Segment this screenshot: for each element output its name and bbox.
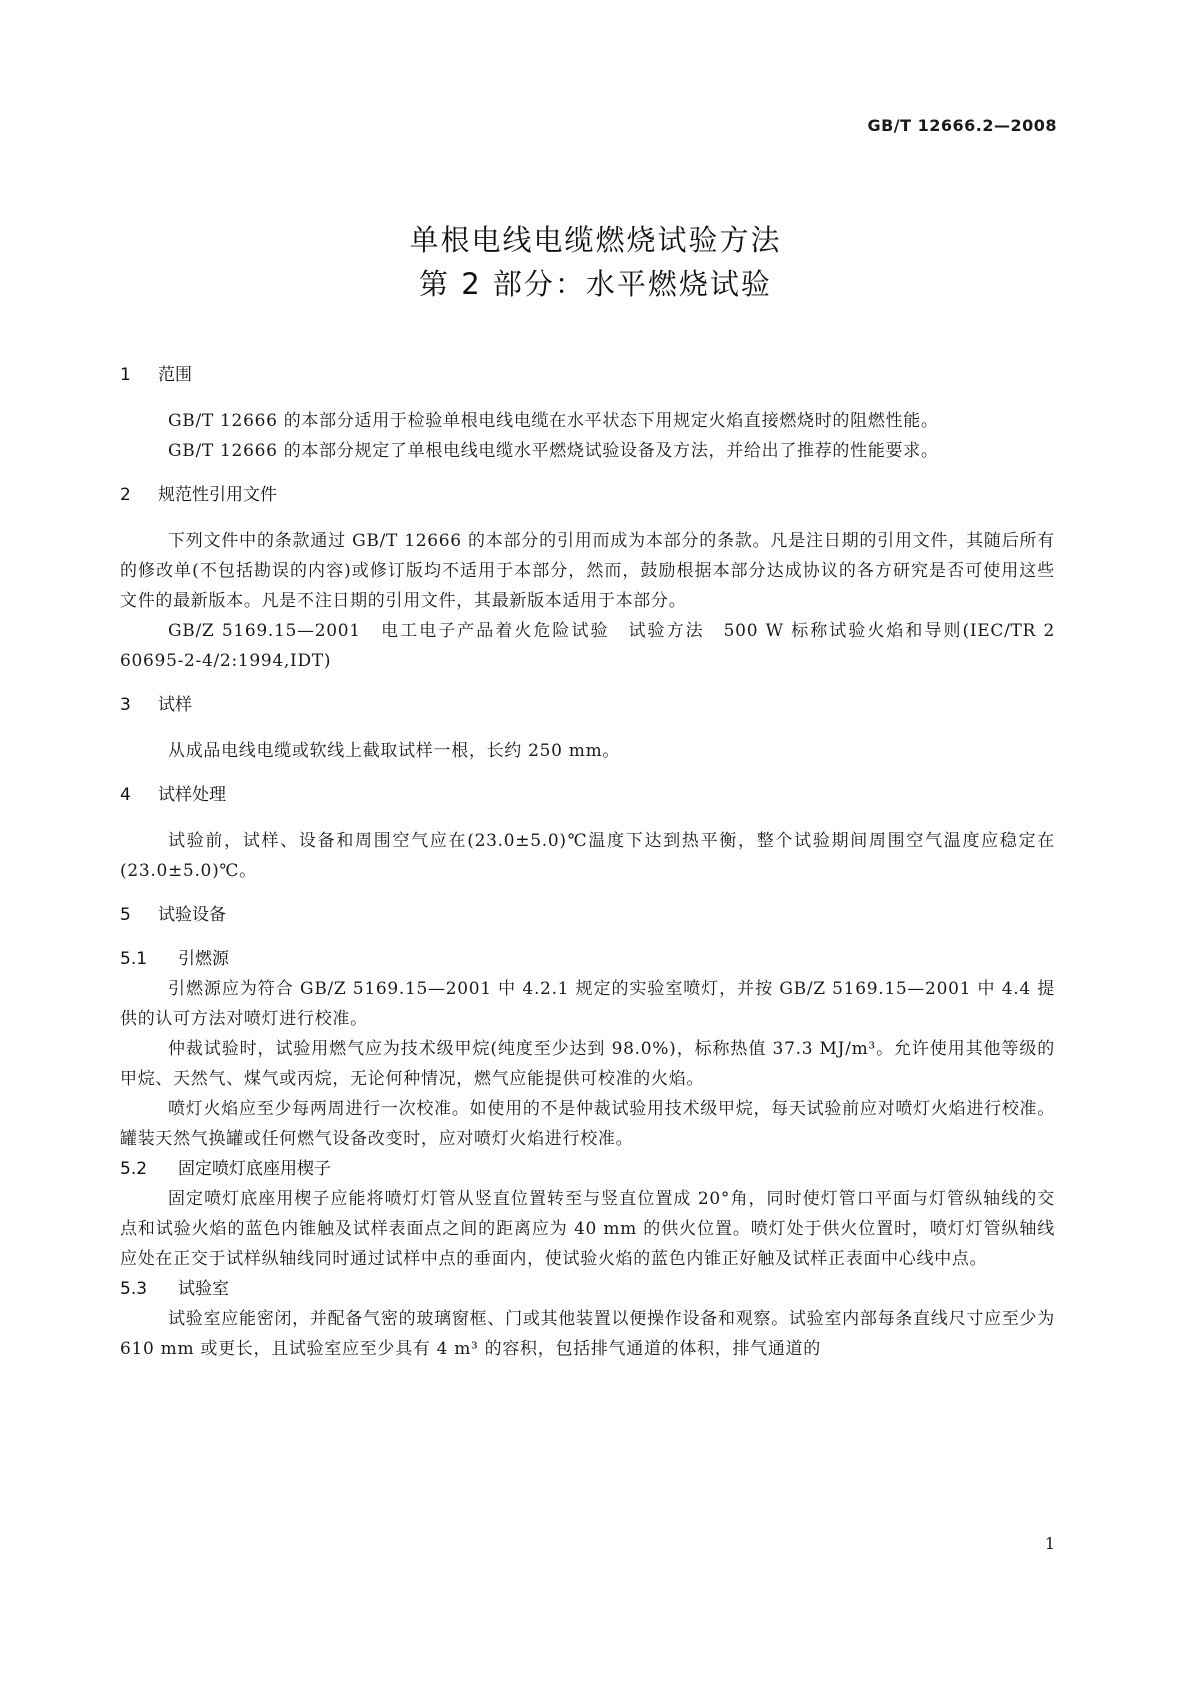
section-4-paragraph-1: 试验前，试样、设备和周围空气应在(23.0±5.0)℃温度下达到热平衡，整个试验期间周围空气温度应稳定在(23.0±5.0)℃。 — [120, 831, 1055, 881]
section-1-paragraph-2: GB/T 12666 的本部分规定了单根电线电缆水平燃烧试验设备及方法，并给出了推荐的性能要求。 — [168, 441, 939, 461]
section-number: 4 — [120, 785, 131, 805]
subsection-number: 5.2 — [120, 1159, 148, 1179]
section-4-heading — [120, 780, 1055, 810]
section-5-2-paragraph-1: 固定喷灯底座用楔子应能将喷灯灯管从竖直位置转至与竖直位置成 20°角，同时使灯管口平面与灯管纵轴线的交点和试验火焰的蓝色内锥触及试样表面点之间的距离应为 40 mm 的供火位置。喷灯处于供火位置时，喷灯灯管纵轴线应处在正交于试样纵轴线同时通过试样中点的垂面内，使试验火焰的蓝色内锥正好触及试样正表面中心线中点。 — [120, 1189, 1055, 1269]
section-1-heading — [120, 360, 1055, 390]
section-5-2-heading — [120, 1154, 1055, 1184]
section-2-paragraph-1: 下列文件中的条款通过 GB/T 12666 的本部分的引用而成为本部分的条款。凡是注日期的引用文件，其随后所有的修改单(不包括勘误的内容)或修订版均不适用于本部分，然而，鼓励根据本部分达成协议的各方研究是否可使用这些文件的最新版本。凡是不注日期的引用文件，其最新版本适用于本部分。 — [120, 531, 1055, 611]
section-number: 2 — [120, 485, 131, 505]
section-title: 试样处理 — [158, 785, 226, 805]
section-title: 范围 — [158, 365, 192, 385]
section-5-1-paragraph-3: 喷灯火焰应至少每两周进行一次校准。如使用的不是仲裁试验用技术级甲烷，每天试验前应对喷灯火焰进行校准。罐装天然气换罐或任何燃气设备改变时，应对喷灯火焰进行校准。 — [120, 1099, 1055, 1149]
standard-number: GB/T 12666.2—2008 — [867, 116, 1057, 135]
subsection-title: 试验室 — [178, 1279, 229, 1299]
subsection-number: 5.1 — [120, 949, 148, 969]
section-2-heading — [120, 480, 1055, 510]
subsection-title: 固定喷灯底座用楔子 — [178, 1159, 331, 1179]
section-2-paragraph-2: GB/Z 5169.15—2001 电工电子产品着火危险试验 试验方法 500 W 标称试验火焰和导则(IEC/TR 2 60695-2-4/2:1994,IDT) — [120, 621, 1055, 671]
document-body — [120, 360, 1055, 1364]
section-5-3-heading — [120, 1274, 1055, 1304]
section-5-3-paragraph-1: 试验室应能密闭，并配备气密的玻璃窗框、门或其他装置以便操作设备和观察。试验室内部每条直线尺寸应至少为 610 mm 或更长，且试验室应至少具有 4 m³ 的容积，包括排气通道的体积，排气通道的 — [120, 1309, 1055, 1359]
section-5-1-heading — [120, 944, 1055, 974]
section-5-heading — [120, 900, 1055, 930]
section-5-1-paragraph-1: 引燃源应为符合 GB/Z 5169.15—2001 中 4.2.1 规定的实验室喷灯，并按 GB/Z 5169.15—2001 中 4.4 提供的认可方法对喷灯进行校准。 — [120, 979, 1055, 1029]
subsection-number: 5.3 — [120, 1279, 148, 1299]
title-line-2: 第 2 部分：水平燃烧试验 — [419, 267, 772, 301]
section-3-paragraph-1: 从成品电线电缆或软线上截取试样一根，长约 250 mm。 — [168, 741, 621, 761]
page-number: 1 — [1044, 1534, 1055, 1553]
section-title: 试验设备 — [158, 905, 226, 925]
section-3-heading — [120, 690, 1055, 720]
section-number: 1 — [120, 365, 131, 385]
subsection-title: 引燃源 — [178, 949, 229, 969]
section-title: 试样 — [158, 695, 192, 715]
title-line-1: 单根电线电缆燃烧试验方法 — [409, 223, 782, 257]
section-title: 规范性引用文件 — [158, 485, 277, 505]
section-1-paragraph-1: GB/T 12666 的本部分适用于检验单根电线电缆在水平状态下用规定火焰直接燃烧时的阻燃性能。 — [168, 411, 939, 431]
section-number: 5 — [120, 905, 131, 925]
section-5-1-paragraph-2: 仲裁试验时，试验用燃气应为技术级甲烷(纯度至少达到 98.0%)，标称热值 37.3 MJ/m³。允许使用其他等级的甲烷、天然气、煤气或丙烷，无论何种情况，燃气应能提供可校准的火焰。 — [120, 1039, 1055, 1089]
document-title — [0, 218, 1191, 306]
section-number: 3 — [120, 695, 131, 715]
